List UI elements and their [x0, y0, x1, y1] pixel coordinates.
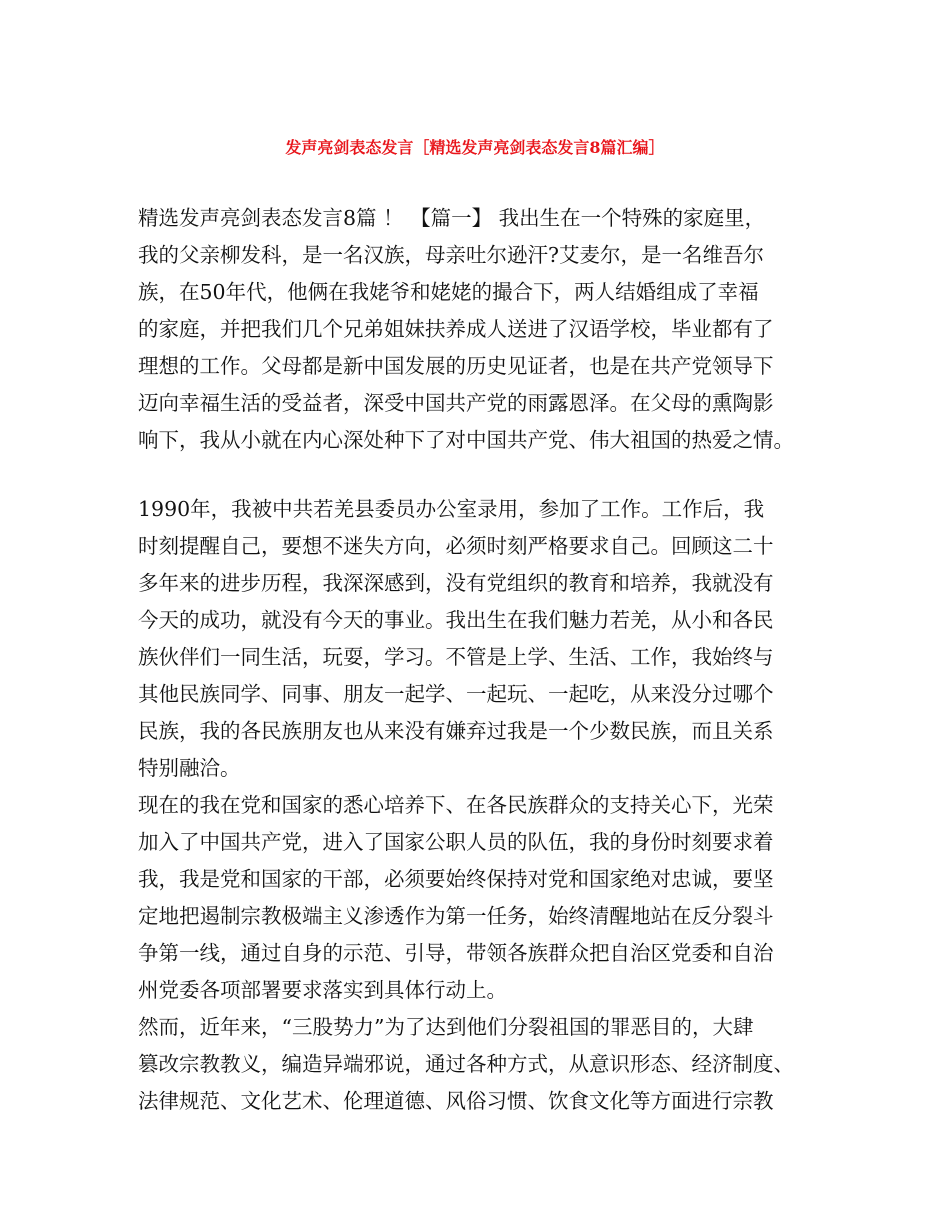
document-title: 发声亮剑表态发言［精选发声亮剑表态发言8篇汇编］: [285, 138, 665, 157]
paragraph-line: 篡改宗教教义，编造异端邪说，通过各种方式，从意识形态、经济制度、: [138, 1052, 794, 1076]
paragraph-line: 我的父亲柳发科，是一名汉族，母亲吐尔逊汗?艾麦尔，是一名维吾尔: [138, 243, 764, 267]
paragraph-line: 的家庭，并把我们几个兄弟姐妹扶养成人送进了汉语学校，毕业都有了: [138, 317, 774, 341]
paragraph-line: 族伙伴们一同生活，玩耍，学习。不管是上学、生活、工作，我始终与: [138, 645, 774, 669]
paragraph-line: 多年来的进步历程，我深深感到，没有党组织的教育和培养，我就没有: [138, 571, 774, 595]
paragraph-line: 其他民族同学、同事、朋友一起学、一起玩、一起吃，从来没分过哪个: [138, 682, 774, 706]
paragraph-line: 精选发声亮剑表态发言8篇 ！ 【篇一】 我出生在一个特殊的家庭里，: [138, 206, 766, 230]
paragraph-line: 1990年，我被中共若羌县委员办公室录用，参加了工作。工作后，我: [138, 497, 765, 521]
paragraph-line: 今天的成功，就没有今天的事业。我出生在我们魅力若羌，从小和各民: [138, 608, 774, 632]
paragraph-line: 响下，我从小就在内心深处种下了对中国共产党、伟大祖国的热爱之情。: [138, 428, 794, 452]
paragraph-line: 加入了中国共产党，进入了国家公职人员的队伍，我的身份时刻要求着: [138, 830, 774, 854]
paragraph-line: 现在的我在党和国家的悉心培养下、在各民族群众的支持关心下，光荣: [138, 793, 774, 817]
paragraph-line: 然而，近年来，“三股势力”为了达到他们分裂祖国的罪恶目的，大肆: [138, 1015, 754, 1039]
paragraph-line: 族，在50年代，他俩在我姥爷和姥姥的撮合下，两人结婚组成了幸福: [138, 280, 759, 304]
paragraph-line: 法律规范、文化艺术、伦理道德、风俗习惯、饮食文化等方面进行宗教: [138, 1089, 774, 1113]
paragraph-line: 州党委各项部署要求落实到具体行动上。: [138, 978, 507, 1002]
paragraph-line: 理想的工作。父母都是新中国发展的历史见证者，也是在共产党领导下: [138, 354, 774, 378]
paragraph-line: 我，我是党和国家的干部，必须要始终保持对党和国家绝对忠诚，要坚: [138, 867, 774, 891]
paragraph-line: 争第一线，通过自身的示范、引导，带领各族群众把自治区党委和自治: [138, 941, 774, 965]
paragraph-line: 迈向幸福生活的受益者，深受中国共产党的雨露恩泽。在父母的熏陶影: [138, 391, 774, 415]
paragraph-line: 定地把遏制宗教极端主义渗透作为第一任务，始终清醒地站在反分裂斗: [138, 904, 774, 928]
paragraph-line: 民族，我的各民族朋友也从来没有嫌弃过我是一个少数民族，而且关系: [138, 719, 774, 743]
paragraph-line: 特别融洽。: [138, 756, 241, 780]
paragraph-line: 时刻提醒自己，要想不迷失方向，必须时刻严格要求自己。回顾这二十: [138, 534, 774, 558]
